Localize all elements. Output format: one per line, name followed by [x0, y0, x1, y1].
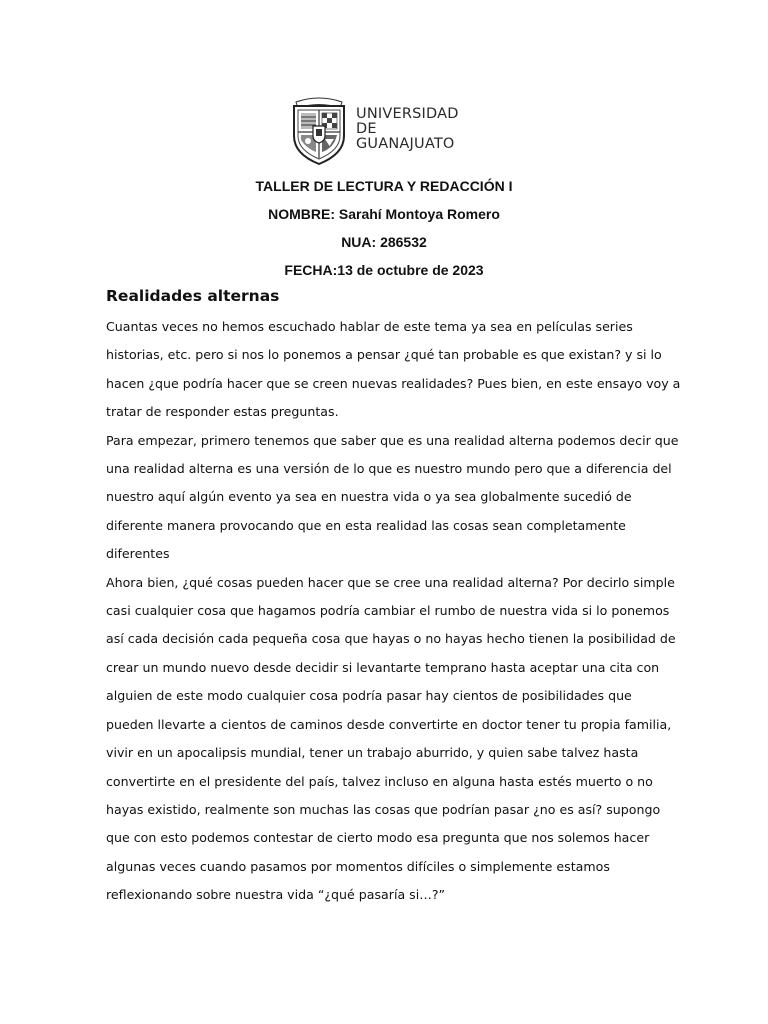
essay-line: historias, etc. pero si nos lo ponemos a pensar ¿qué tan probable es que existan? y si lo [106, 347, 662, 363]
essay-line: así cada decisión cada pequeña cosa que hayas o no hayas hecho tienen la posibilidad de [106, 631, 676, 647]
university-logo [290, 92, 480, 166]
student-nua: NUA: 286532 [341, 234, 427, 250]
essay-line: vivir en un apocalipsis mundial, tener un trabajo aburrido, y quien sabe talvez hasta [106, 745, 639, 761]
essay-line: hacen ¿que podría hacer que se creen nuevas realidades? Pues bien, en este ensayo voy a [106, 375, 681, 391]
essay-line: Para empezar, primero tenemos que saber que es una realidad alterna podemos decir que [106, 432, 679, 448]
essay-line: Ahora bien, ¿qué cosas pueden hacer que se cree una realidad alterna? Por decirlo simple [106, 574, 675, 590]
essay-line: tratar de responder estas preguntas. [106, 404, 339, 420]
essay-paragraph [106, 313, 681, 427]
document-header [0, 175, 768, 287]
essay-line: hayas existido, realmente son muchas las cosas que podrían pasar ¿no es así? supongo [106, 801, 661, 817]
essay-line: convertirte en el presidente del país, talvez incluso en alguna hasta estés muerto o no [106, 773, 653, 789]
university-name-line-2: GUANAJUATO [356, 135, 455, 152]
student-name: NOMBRE: Sarahí Montoya Romero [268, 206, 500, 222]
essay-line: diferente manera provocando que en esta realidad las cosas sean completamente [106, 517, 626, 533]
university-name-line-1: UNIVERSIDAD DE [356, 105, 459, 137]
essay-line: que con esto podemos contestar de cierto modo esa pregunta que nos solemos hacer [106, 830, 650, 846]
university-seal-icon [290, 92, 348, 166]
essay-paragraph [106, 569, 676, 910]
essay-line: casi cualquier cosa que hagamos podría cambiar el rumbo de nuestra vida si lo ponemos [106, 603, 670, 619]
essay-line: nuestro aquí algún evento ya sea en nuestra vida o ya sea globalmente sucedió de [106, 489, 632, 505]
university-name [356, 107, 480, 152]
essay-body [106, 313, 681, 910]
essay-paragraph [106, 427, 679, 569]
essay-line: alguien de este modo cualquier cosa podría pasar hay cientos de posibilidades que [106, 688, 632, 704]
essay-line: Cuantas veces no hemos escuchado hablar de este tema ya sea en películas series [106, 319, 633, 334]
essay-title: Realidades alternas [106, 287, 280, 305]
essay-line: crear un mundo nuevo desde decidir si levantarte temprano hasta aceptar una cita con [106, 659, 660, 675]
essay-line: una realidad alterna es una versión de lo que es nuestro mundo pero que a diferencia del [106, 461, 672, 477]
essay-line: reflexionando sobre nuestra vida “¿qué pasaría si…?” [106, 887, 446, 903]
essay-line: diferentes [106, 546, 170, 562]
document-date: FECHA:13 de octubre de 2023 [284, 262, 484, 278]
course-title: TALLER DE LECTURA Y REDACCIÓN I [255, 178, 513, 194]
essay-line: algunas veces cuando pasamos por momentos difíciles o simplemente estamos [106, 858, 610, 874]
essay-line: pueden llevarte a cientos de caminos desde convertirte en doctor tener tu propia familia, [106, 716, 672, 732]
